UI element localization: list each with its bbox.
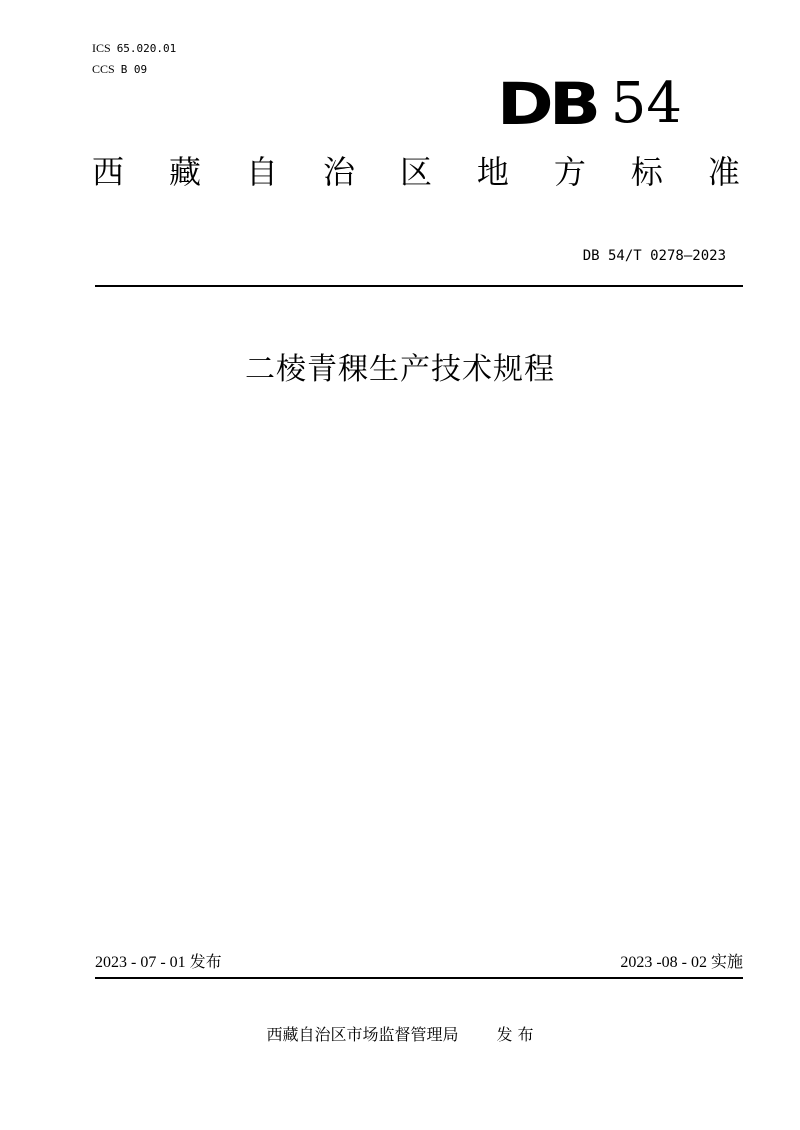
release-action: 发布 bbox=[189, 952, 222, 971]
standard-type-char: 标 bbox=[630, 153, 663, 191]
ics-code: 65.020.01 bbox=[116, 42, 177, 55]
implementation-date: 2023 -08 - 02 bbox=[620, 954, 707, 971]
db-logo-prefix: DB bbox=[497, 70, 597, 138]
standard-type-char: 自 bbox=[245, 153, 278, 191]
classification-codes bbox=[92, 38, 176, 80]
release-info bbox=[95, 950, 222, 975]
standard-type-char: 区 bbox=[399, 153, 432, 191]
standard-type-char: 西 bbox=[92, 153, 125, 191]
dates-row bbox=[95, 950, 743, 975]
bottom-divider bbox=[95, 977, 743, 979]
implementation-info bbox=[620, 950, 743, 975]
standard-type-heading bbox=[92, 150, 740, 194]
ccs-row bbox=[92, 59, 176, 80]
standard-number: DB 54/T 0278—2023 bbox=[582, 248, 726, 264]
top-divider bbox=[95, 285, 743, 287]
standard-type-char: 地 bbox=[476, 153, 509, 191]
ccs-code: B 09 bbox=[120, 63, 148, 76]
standard-type-char: 准 bbox=[707, 153, 740, 191]
release-date: 2023 - 07 - 01 bbox=[95, 954, 186, 971]
db-logo-number: 54 bbox=[610, 71, 682, 136]
standard-type-char: 方 bbox=[553, 153, 586, 191]
standard-type-char: 藏 bbox=[168, 153, 201, 191]
standard-type-char: 治 bbox=[322, 153, 355, 191]
issuer-line bbox=[0, 1022, 800, 1048]
document-title: 二棱青稞生产技术规程 bbox=[245, 352, 555, 387]
ics-label: ICS bbox=[92, 41, 111, 55]
db-logo bbox=[497, 70, 682, 138]
implementation-action: 实施 bbox=[710, 952, 743, 971]
issuer-action: 发 布 bbox=[496, 1025, 534, 1044]
issuer-name: 西藏自治区市场监督管理局 bbox=[266, 1025, 459, 1044]
ccs-label: CCS bbox=[92, 62, 115, 76]
ics-row bbox=[92, 38, 176, 59]
